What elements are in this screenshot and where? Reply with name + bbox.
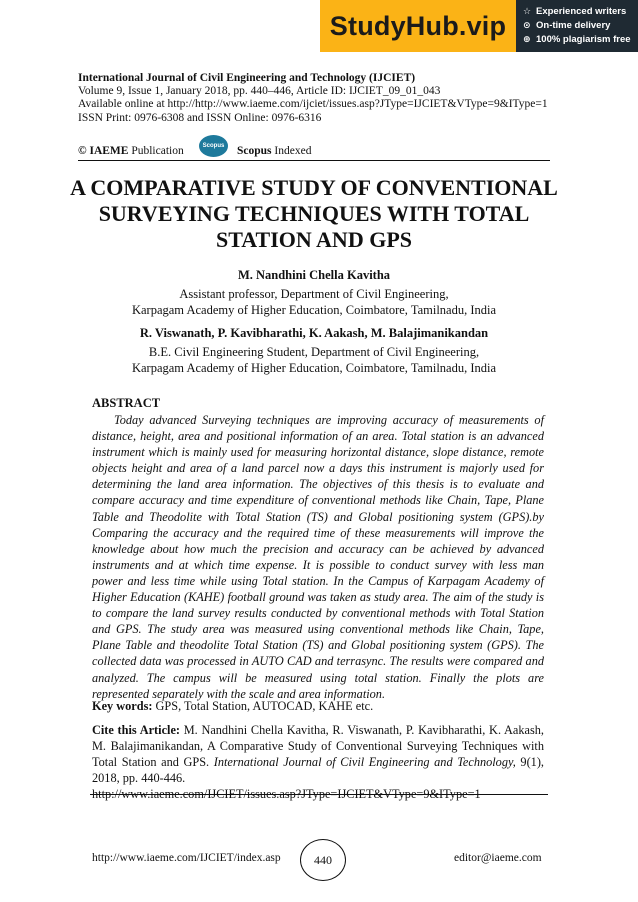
- author-affiliation-line: Karpagam Academy of Higher Education, Coimbatore, Tamilnadu, India: [131, 361, 497, 375]
- citation: [92, 722, 544, 802]
- feature-plagiarism-free: [523, 32, 638, 46]
- abstract-heading: ABSTRACT: [92, 396, 161, 410]
- citation-authors: M. Nandhini Chella Kavitha, R. Viswanath, P. Kavibharathi, K. Aakash, M. Balajimanikandan, A Comparative Study of Conventional Surveying Techniques with Total Station and GPS.: [92, 723, 544, 769]
- feature-label: 100% plagiarism free: [536, 33, 631, 45]
- journal-issn: ISSN Print: 0976-6308 and ISSN Online: 0976-6316: [78, 111, 322, 124]
- keywords-value: GPS, Total Station, AUTOCAD, KAHE etc.: [152, 699, 374, 713]
- header-divider: [78, 160, 550, 161]
- author-affiliation-line: Karpagam Academy of Higher Education, Coimbatore, Tamilnadu, India: [131, 303, 497, 317]
- scopus-logo-icon: Scopus: [199, 135, 228, 157]
- journal-name: International Journal of Civil Engineering and Technology (IJCIET): [78, 72, 416, 84]
- paper-title: A COMPARATIVE STUDY OF CONVENTIONAL SURVEYING TECHNIQUES WITH TOTAL STATION AND GPS: [70, 175, 558, 252]
- footer-email-link[interactable]: editor@iaeme.com: [454, 852, 542, 864]
- author-name: R. Viswanath, P. Kavibharathi, K. Aakash, M. Balajimanikandan: [139, 326, 489, 340]
- journal-available-link[interactable]: Available online at http://http://www.iaeme.com/ijciet/issues.asp?JType=IJCIET&VType=9&IType=1: [78, 98, 548, 111]
- indexed-suffix: Indexed: [271, 145, 312, 157]
- publisher-copyright: © IAEME: [78, 145, 129, 157]
- clock-icon: ⊙: [523, 19, 531, 30]
- indexed-scopus: Scopus: [237, 145, 272, 157]
- studyhub-logo[interactable]: StudyHub.vip: [320, 0, 516, 52]
- footer-journal-link[interactable]: http://www.iaeme.com/IJCIET/index.asp: [92, 852, 281, 864]
- star-icon: ☆: [523, 5, 532, 16]
- author-affiliation-line: B.E. Civil Engineering Student, Department of Civil Engineering,: [148, 345, 480, 359]
- abstract-body: Today advanced Surveying techniques are improving accuracy of measurements of distance, height, area and positional information of an area. Total station is an advanced instrument which is mainly used for measuring horizontal distance, slope distance, remote objects height and area of a land parcel now a days this instrument is majorly used for determining the land area information. The objectives of this thesis is to evaluate and compare accuracy and time expenditure of conventional methods like Chain, Tape, Plane Table and Theodolite with Total Station (TS) and Global positioning system (GPS).by Comparing the accuracy and the required time of these measurements will improve the knowledge about how much the precision and accuracy can be achieved by advanced instruments and at which time expense. It is possible to conduct survey with less man power and less time while using Total station. In the Campus of Karpagam Academy of Higher Education (KAHE) football ground was taken as study area. The aim of the study is to compare the land survey results conducted by conventional methods with Total Station and GPS. The study area was measured using conventional methods like Chain, Tape, Plane Table and theodolite Total Station (TS) and Global positioning system (GPS). The collected data was processed in AUTO CAD and terrasync. The results were compared and analyzed. The campus will be measured using total station. Finally the plots are represented separately with the scale and area information.: [92, 413, 544, 701]
- keywords: [92, 698, 544, 714]
- ad-banner[interactable]: [320, 0, 638, 52]
- journal-header: [78, 72, 548, 125]
- banner-features: [516, 0, 638, 52]
- citation-journal: International Journal of Civil Engineering and Technology,: [213, 755, 516, 769]
- publisher-label: [78, 145, 184, 157]
- keywords-label: Key words:: [92, 699, 153, 713]
- citation-url[interactable]: http://www.iaeme.com/IJCIET/issues.asp?JType=IJCIET&VType=9&IType=1: [92, 787, 481, 801]
- author-affiliation-line: Assistant professor, Department of Civil Engineering,: [179, 287, 449, 301]
- publisher-row: [78, 140, 548, 162]
- journal-volume: Volume 9, Issue 1, January 2018, pp. 440–446, Article ID: IJCIET_09_01_043: [78, 85, 441, 98]
- author-block-2: [78, 325, 550, 376]
- author-block-1: [78, 267, 550, 318]
- feature-label: On-time delivery: [536, 19, 611, 31]
- citation-label: Cite this Article:: [92, 723, 181, 737]
- feature-label: Experienced writers: [536, 5, 627, 17]
- publisher-suffix: Publication: [128, 145, 184, 157]
- author-name: M. Nandhini Chella Kavitha: [237, 268, 391, 282]
- shield-icon: ⊕: [523, 33, 531, 44]
- indexed-label: [237, 145, 311, 157]
- feature-on-time-delivery: [523, 18, 638, 32]
- page-number: 440: [300, 839, 346, 881]
- feature-experienced-writers: [523, 4, 638, 18]
- citation-details: 9(1), 2018, pp. 440-446.: [92, 755, 544, 785]
- citation-divider: [90, 794, 548, 795]
